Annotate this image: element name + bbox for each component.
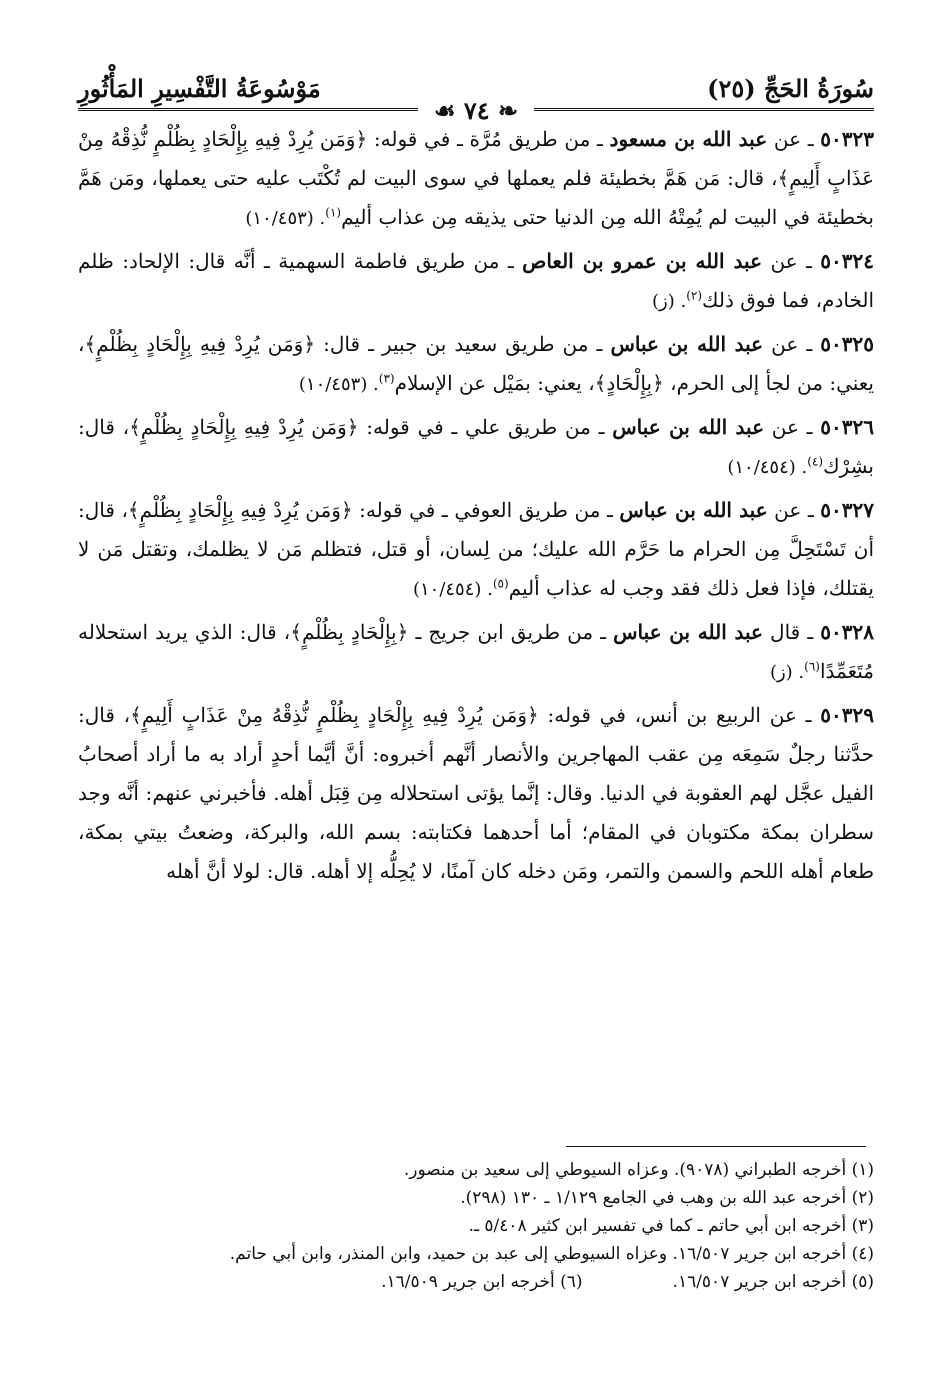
ornament-icon: ☙ bbox=[433, 96, 464, 125]
entry-50323: ٥٠٣٢٣ ـ عن عبد الله بن مسعود ـ من طريق مُرَّة ـ في قوله: ﴿وَمَن يُرِدْ فِيهِ بِإِلْحَادٍ بِظُلْمٍ نُّذِقْهُ مِنْ عَذَابٍ أَلِيمٍ﴾، قال: مَن هَمَّ بخطيئة فلم يعملها في سوى البيت لم تُكْتَب عليه حتى يعملها، ومَن هَمَّ بخطيئة في البيت لم يُمِتْهُ الله مِن الدنيا حتى يذيقه مِن عذاب أليم$^{(١)}$. (١٠/٤٥٣) bbox=[78, 127, 874, 229]
entry-50328: ٥٠٣٢٨ ـ قال عبد الله بن عباس ـ من طريق ابن جريج ـ ﴿بِإِلْحَادٍ بِظُلْمٍ﴾، قال: الذي يريد استحلاله مُتَعَمِّدًا$^{(٦)}$. (ز) bbox=[78, 620, 875, 683]
header-rule-left bbox=[78, 108, 418, 111]
ornament-icon: ❧ bbox=[489, 96, 519, 125]
footnote-marker: (٣) bbox=[378, 371, 395, 386]
page-body bbox=[78, 120, 874, 891]
footnote-1: (١) أخرجه الطبراني (٩٠٧٨). وعزاه السيوطي إلى سعيد بن منصور. bbox=[403, 1160, 874, 1180]
footnote-3: (٣) أخرجه ابن أبي حاتم ـ كما في تفسير ابن كثير ٥/٤٠٨ ـ. bbox=[468, 1216, 874, 1236]
page-number: ❧ ٧٤ ☙ bbox=[433, 96, 519, 125]
footnote-marker: (٤) bbox=[807, 454, 824, 469]
entry-50325: ٥٠٣٢٥ ـ عن عبد الله بن عباس ـ من طريق سعيد بن جبير ـ قال: ﴿وَمَن يُرِدْ فِيهِ بِإِلْحَادٍ بِظُلْمٍ﴾، يعني: من لجأ إلى الحرم، ﴿بِإِلْحَادٍ﴾، يعني: بمَيْل عن الإسلام$^{(٣)}$. (١٠/٤٥٣) bbox=[78, 332, 874, 395]
entry-50327: ٥٠٣٢٧ ـ عن عبد الله بن عباس ـ من طريق العوفي ـ في قوله: ﴿وَمَن يُرِدْ فِيهِ بِإِلْحَادٍ بِظُلْمٍ﴾، قال: أن تَسْتَحِلَّ مِن الحرام ما حَرَّم الله عليك؛ من لِسان، أو قتل، فتظلم مَن لا يظلمك، وتقتل مَن لا يقتلك، فإذا فعل ذلك فقد وجب له عذاب أليم$^{(٥)}$. (١٠/٤٥٤) bbox=[78, 498, 874, 600]
footnote-marker: (١) bbox=[325, 205, 342, 220]
footnote-marker: (٥) bbox=[492, 576, 509, 591]
header-rule-right bbox=[534, 108, 874, 111]
footnote-row bbox=[78, 1268, 874, 1296]
footnote-marker: (٦) bbox=[804, 659, 820, 674]
footnote-2: (٢) أخرجه عبد الله بن وهب في الجامع ١/١٢٩ ـ ١٣٠ (٢٩٨). bbox=[460, 1188, 874, 1208]
footnote-marker: (٢) bbox=[686, 288, 703, 303]
book-title: مَوْسُوعَةُ التَّفْسِيرِ المَأْثُورِ bbox=[78, 74, 321, 103]
footnote-6: (٦) أخرجه ابن جرير ١٦/٥٠٩. bbox=[381, 1272, 583, 1292]
footnote-5: (٥) أخرجه ابن جرير ١٦/٥٠٧. bbox=[672, 1272, 874, 1292]
page-header bbox=[78, 70, 874, 125]
footnote-divider bbox=[566, 1146, 866, 1147]
footnote-4: (٤) أخرجه ابن جرير ١٦/٥٠٧. وعزاه السيوطي إلى عبد بن حميد، وابن المنذر، وابن أبي حاتم. bbox=[229, 1244, 874, 1264]
entry-50326: ٥٠٣٢٦ ـ عن عبد الله بن عباس ـ من طريق علي ـ في قوله: ﴿وَمَن يُرِدْ فِيهِ بِإِلْحَادٍ بِظُلْمٍ﴾، قال: بشِرْك$^{(٤)}$. (١٠/٤٥٤) bbox=[78, 415, 874, 478]
footnotes bbox=[78, 1156, 874, 1296]
surah-title: سُورَةُ الحَجِّ (٢٥) bbox=[707, 74, 874, 103]
entry-50329: ٥٠٣٢٩ ـ عن الربيع بن أنس، في قوله: ﴿وَمَن يُرِدْ فِيهِ بِإِلْحَادٍ بِظُلْمٍ نُّذِقْهُ مِنْ عَذَابٍ أَلِيمٍ﴾، قال: حدَّثنا رجلٌ سَمِعَه مِن عقب المهاجرين والأنصار أنَّهم أخبروه: أنَّ أيَّما أحدٍ أراد به ما أراد أصحابُ الفيل عجَّل لهم العقوبة في الدنيا. وقال: إنَّما يؤتى استحلاله مِن قِبَل أهله. فأخبرني عنهم: أنَّه وجد سطران بمكة مكتوبان في المقام؛ أما أحدهما فكتابته: بسم الله، والبركة، وضعتُ بيتي بمكة، طعام أهله اللحم والسمن والتمر، ومَن دخله كان آمنًا، لا يُحِلُّه إلا أهله. قال: لولا أنَّ أهله bbox=[78, 703, 874, 883]
entry-50324: ٥٠٣٢٤ ـ عن عبد الله بن عمرو بن العاص ـ من طريق فاطمة السهمية ـ أنَّه قال: الإلحاد: ظلم الخادم، فما فوق ذلك$^{(٢)}$. (ز) bbox=[78, 249, 874, 312]
